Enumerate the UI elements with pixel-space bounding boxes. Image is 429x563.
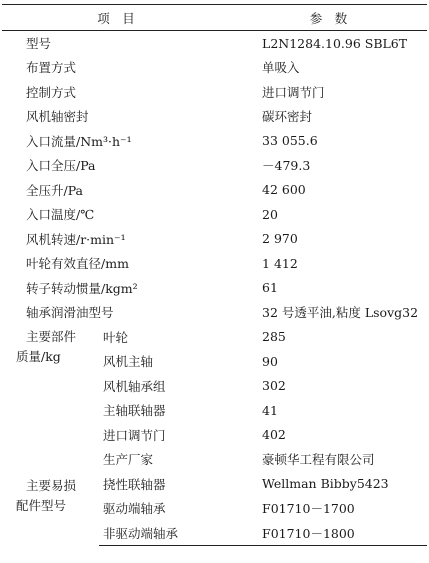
- row-value: 61: [262, 280, 278, 296]
- group-label-line: 主要部件: [26, 328, 77, 344]
- row-label: 进口调节门: [103, 427, 166, 443]
- row-value: 碳环密封: [262, 109, 313, 125]
- table-row: [2, 153, 427, 178]
- row-value: Wellman Bibby5423: [262, 476, 389, 492]
- table-row: [2, 178, 427, 203]
- table-row: [2, 251, 427, 276]
- table-row: [2, 55, 427, 80]
- row-value: 20: [262, 206, 278, 222]
- table-row: [2, 227, 427, 252]
- group-label-line: 配件型号: [16, 498, 67, 513]
- row-label: 生产厂家: [103, 452, 154, 468]
- row-value: 285: [262, 329, 286, 345]
- fan-parameter-table: [2, 4, 427, 546]
- row-label: 驱动端轴承: [103, 501, 166, 517]
- row-value: 2 970: [262, 231, 298, 247]
- table-row: [2, 104, 427, 129]
- row-label: 风机转速/r·min⁻¹: [26, 231, 126, 247]
- row-label: 入口温度/℃: [26, 207, 95, 223]
- row-value: －479.3: [262, 158, 311, 174]
- row-value: 进口调节门: [262, 84, 325, 100]
- row-value: 32 号透平油,粘度 Lsovg32: [262, 305, 419, 321]
- group-label-line: 质量/kg: [16, 348, 61, 364]
- row-label: 主轴联轴器: [103, 403, 166, 419]
- row-value: 302: [262, 378, 286, 394]
- row-label: 型号: [26, 36, 52, 51]
- row-label: 风机主轴: [103, 354, 154, 370]
- table-header-row: [2, 5, 427, 31]
- table-row: [2, 300, 427, 325]
- row-label: 全压升/Pa: [26, 182, 84, 198]
- row-label: 轴承润滑油型号: [26, 305, 114, 321]
- table-row: [2, 325, 427, 350]
- row-value: L2N1284.10.96 SBL6T: [262, 35, 408, 51]
- row-label: 风机轴承组: [103, 378, 166, 394]
- row-value: 402: [262, 427, 286, 443]
- group-label-mass: [2, 325, 99, 448]
- row-label: 控制方式: [26, 84, 77, 100]
- row-label: 风机轴密封: [26, 109, 89, 125]
- row-label: 叶轮: [103, 329, 129, 345]
- row-value: 豪顿华工程有限公司: [262, 452, 375, 468]
- row-value: 33 055.6: [262, 133, 318, 149]
- table-row: [2, 129, 427, 154]
- row-label: 转子转动惯量/kgm²: [26, 280, 138, 296]
- row-value: F01710－1700: [262, 501, 355, 517]
- table-row: [2, 447, 427, 472]
- row-label: 入口流量/Nm³·h⁻¹: [26, 133, 132, 149]
- row-value: 41: [262, 402, 278, 418]
- row-value: 单吸入: [262, 60, 300, 76]
- header-param: 参 数: [230, 5, 427, 31]
- table-row: [2, 202, 427, 227]
- row-value: 42 600: [262, 182, 306, 198]
- group-label-line: 主要易损: [26, 478, 77, 493]
- row-label: 挠性联轴器: [103, 476, 166, 492]
- row-label: 叶轮有效直径/mm: [26, 256, 129, 272]
- row-label: 布置方式: [26, 60, 77, 76]
- group-label-parts: [2, 447, 99, 545]
- row-value: 1 412: [262, 255, 298, 271]
- row-label: 非驱动端轴承: [99, 521, 230, 546]
- row-value: F01710－1800: [230, 521, 427, 546]
- table-row: [2, 31, 427, 56]
- row-value: 90: [262, 353, 278, 369]
- table-row: [2, 276, 427, 301]
- table-row: [2, 80, 427, 105]
- header-item: 项 目: [2, 5, 230, 31]
- row-label: 入口全压/Pa: [26, 158, 96, 174]
